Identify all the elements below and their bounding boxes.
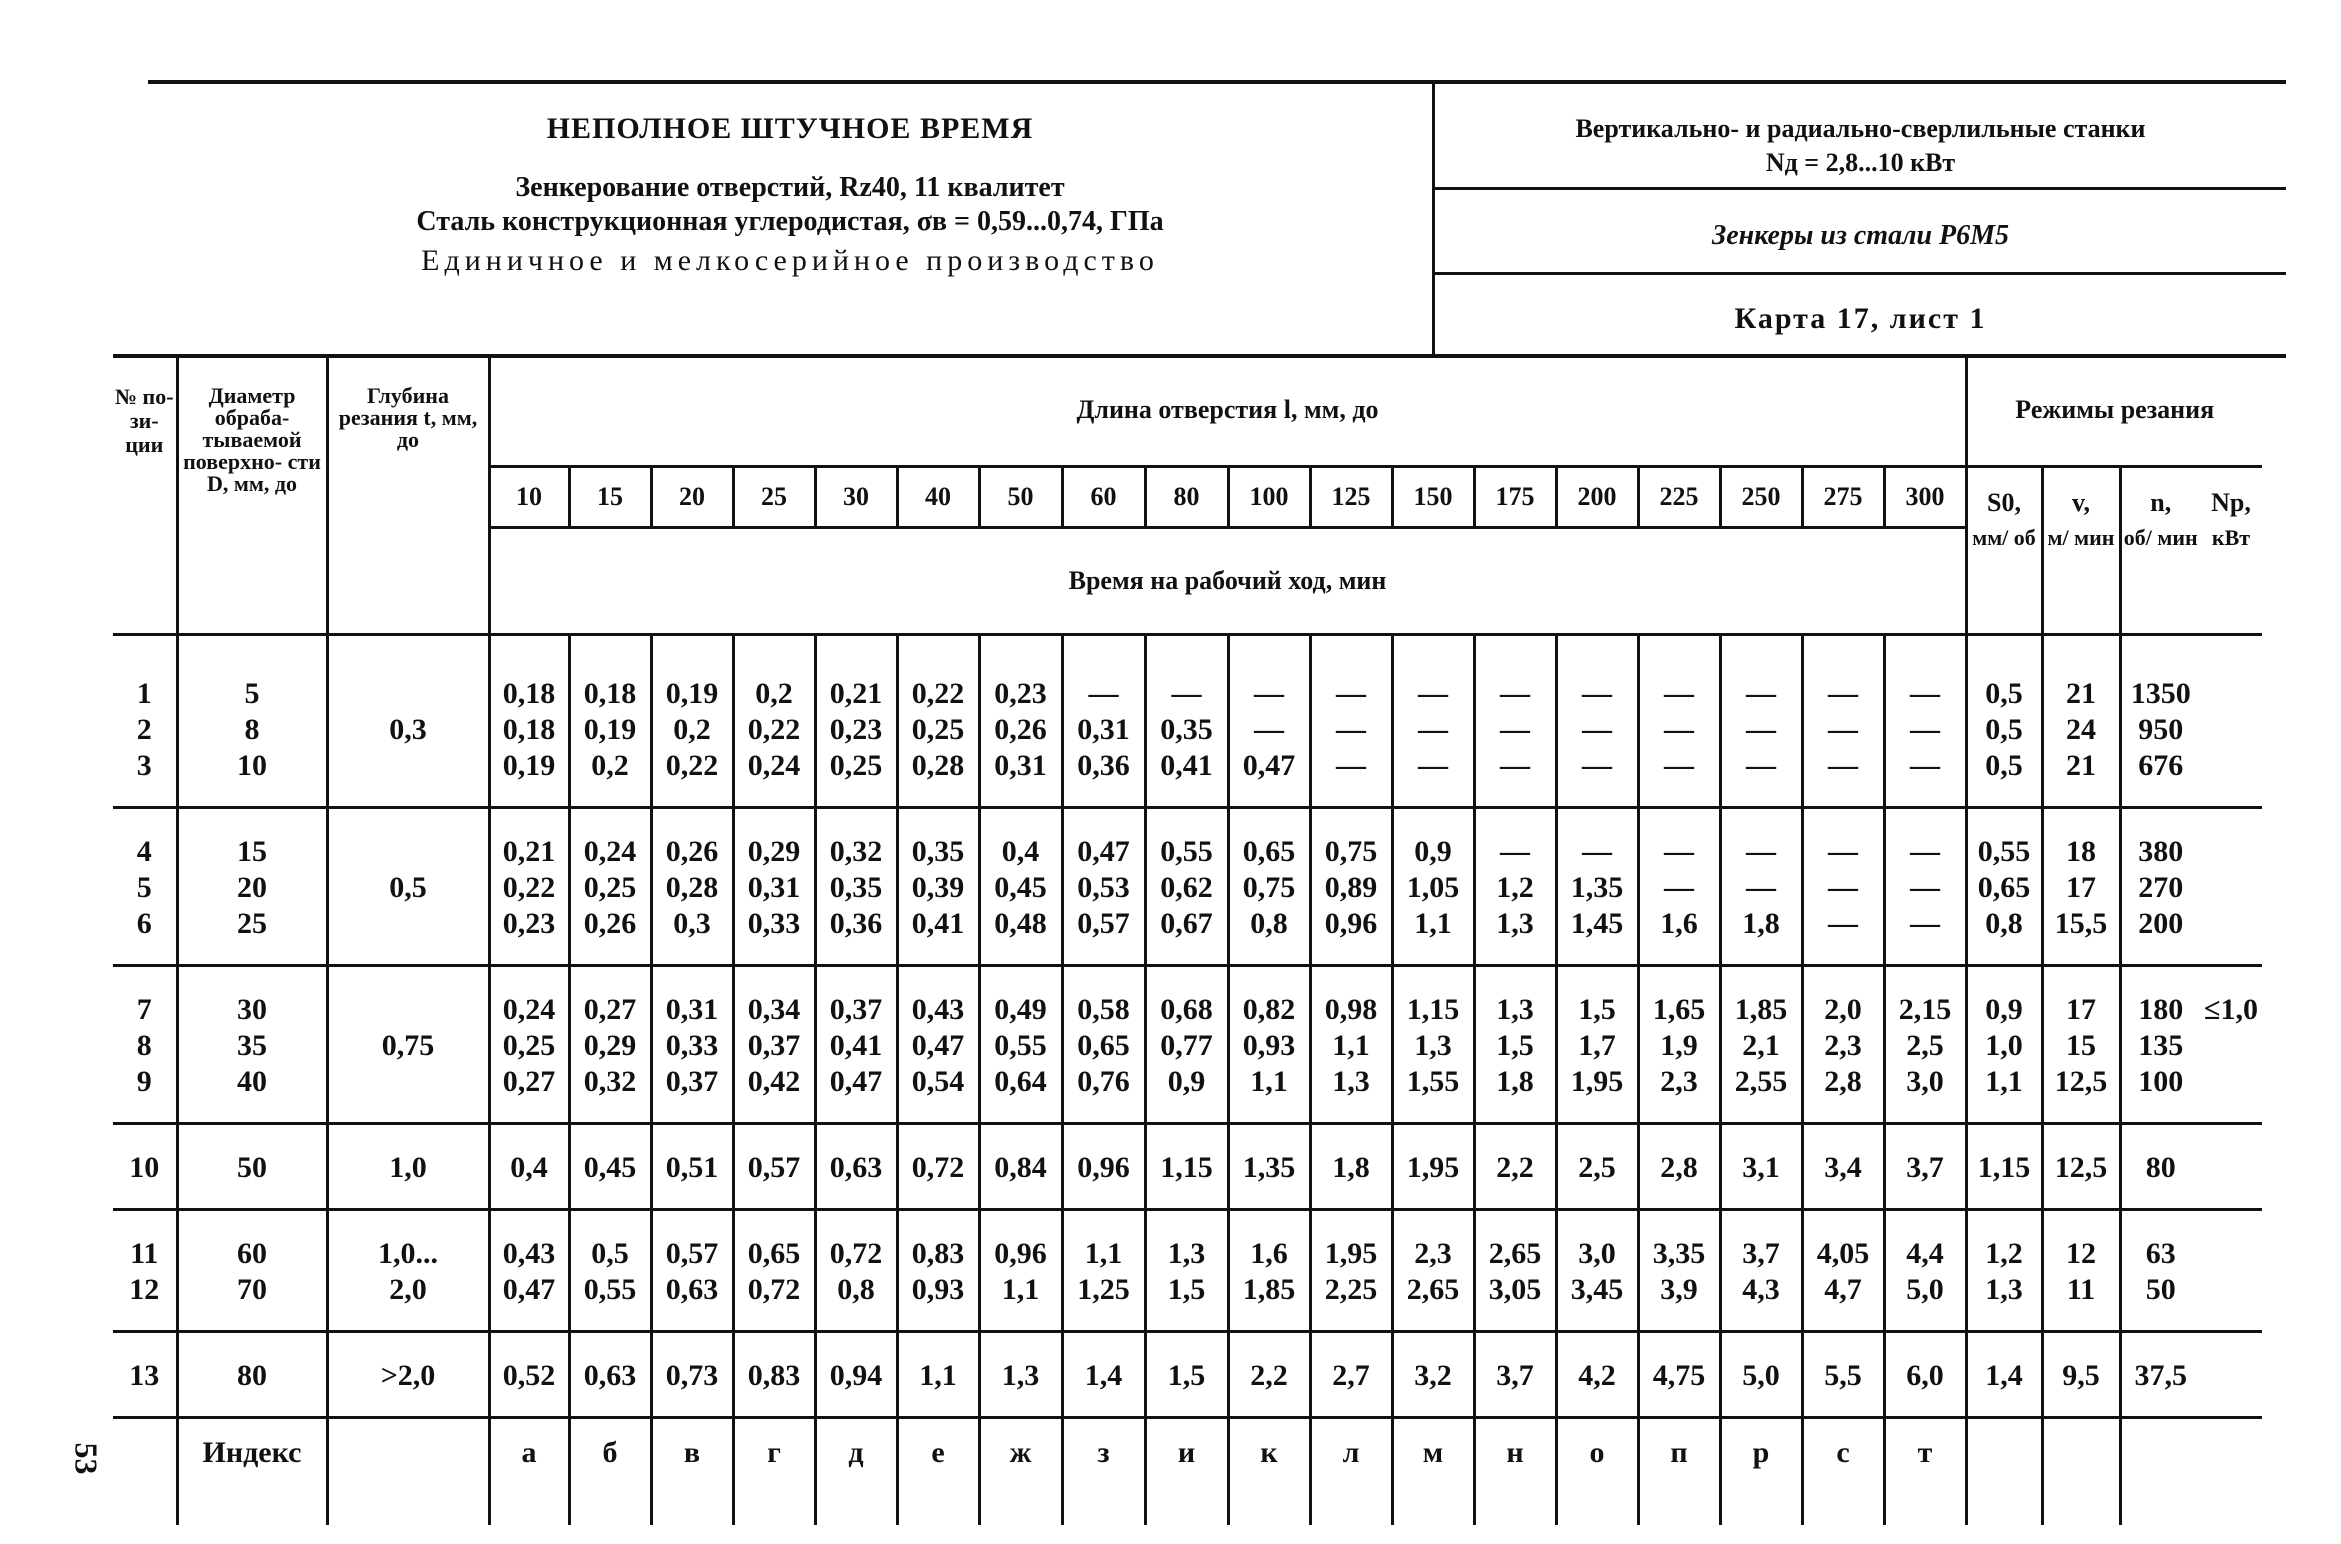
time-cell: 1,95 2,25 — [1310, 1210, 1392, 1332]
time-cell: 2,65 3,05 — [1474, 1210, 1556, 1332]
col-position-header: № по- зи- ции — [114, 384, 174, 457]
index-blank-3 — [1966, 1418, 2042, 1526]
time-cell: 0,47 0,53 0,57 — [1062, 808, 1145, 966]
length-col-25: 25 — [733, 467, 815, 528]
time-cell: 0,51 — [651, 1124, 733, 1210]
row-depth: 0,5 — [327, 808, 489, 966]
row-speed: 12,5 — [2042, 1124, 2120, 1210]
time-cell: 2,2 — [1228, 1332, 1310, 1418]
time-cell: 0,75 0,89 0,96 — [1310, 808, 1392, 966]
index-letter: р — [1720, 1418, 1802, 1526]
row-position: 11 12 — [113, 1210, 177, 1332]
time-cell: 0,94 — [815, 1332, 897, 1418]
time-cell: 0,83 — [733, 1332, 815, 1418]
table-row — [113, 1124, 2262, 1210]
row-rpm: 80 — [2120, 1124, 2200, 1210]
time-cell: 1,65 1,9 2,3 — [1638, 966, 1720, 1124]
time-cell: 0,4 — [489, 1124, 569, 1210]
time-cell: 2,5 — [1556, 1124, 1638, 1210]
time-cell: 0,43 0,47 0,54 — [897, 966, 979, 1124]
time-cell: — 1,2 1,3 — [1474, 808, 1556, 966]
time-cell: 0,43 0,47 — [489, 1210, 569, 1332]
time-cell: — 0,31 0,36 — [1062, 635, 1145, 808]
index-label: Индекс — [177, 1418, 327, 1526]
length-col-100: 100 — [1228, 467, 1310, 528]
length-col-10: 10 — [489, 467, 569, 528]
time-cell: 0,37 0,41 0,47 — [815, 966, 897, 1124]
index-letter: с — [1802, 1418, 1884, 1526]
time-cell: 0,45 — [569, 1124, 651, 1210]
time-header: Время на рабочий ход, мин — [489, 528, 1966, 635]
time-cell: 0,35 0,39 0,41 — [897, 808, 979, 966]
length-col-40: 40 — [897, 467, 979, 528]
time-cell: 0,58 0,65 0,76 — [1062, 966, 1145, 1124]
time-cell: 1,35 — [1228, 1124, 1310, 1210]
index-blank-5 — [2120, 1418, 2200, 1526]
time-cell: 2,2 — [1474, 1124, 1556, 1210]
time-cell: 2,8 — [1638, 1124, 1720, 1210]
time-cell: 0,24 0,25 0,26 — [569, 808, 651, 966]
time-cell: — — — — [1638, 635, 1720, 808]
length-col-200: 200 — [1556, 467, 1638, 528]
time-cell: 3,35 3,9 — [1638, 1210, 1720, 1332]
time-cell: 0,98 1,1 1,3 — [1310, 966, 1392, 1124]
time-cell: 4,4 5,0 — [1884, 1210, 1966, 1332]
time-cell: 3,4 — [1802, 1124, 1884, 1210]
row-power — [2200, 635, 2262, 808]
row-speed: 17 15 12,5 — [2042, 966, 2120, 1124]
col-diameter-header: Диаметр обраба- тываемой поверхно- сти D, мм, до — [177, 355, 327, 635]
row-feed: 1,2 1,3 — [1966, 1210, 2042, 1332]
modes-header: Режимы резания — [1966, 355, 2262, 467]
time-cell: — — — — [1556, 635, 1638, 808]
time-cell: 3,0 3,45 — [1556, 1210, 1638, 1332]
length-header: Длина отверстия l, мм, до — [489, 355, 1966, 467]
time-cell: — 1,35 1,45 — [1556, 808, 1638, 966]
row-rpm: 37,5 — [2120, 1332, 2200, 1418]
time-table — [113, 355, 2262, 1525]
time-cell: 0,24 0,25 0,27 — [489, 966, 569, 1124]
row-power: ≤1,0 — [2200, 966, 2262, 1124]
row-depth: 1,0 — [327, 1124, 489, 1210]
header-rule-right-2 — [1432, 272, 2286, 275]
time-cell: 1,3 1,5 1,8 — [1474, 966, 1556, 1124]
row-speed: 18 17 15,5 — [2042, 808, 2120, 966]
length-col-20: 20 — [651, 467, 733, 528]
time-cell: 1,3 1,5 — [1145, 1210, 1228, 1332]
time-cell: 0,52 — [489, 1332, 569, 1418]
time-cell: 0,32 0,35 0,36 — [815, 808, 897, 966]
table-row — [113, 966, 2262, 1124]
index-blank-4 — [2042, 1418, 2120, 1526]
index-letter: е — [897, 1418, 979, 1526]
length-col-175: 175 — [1474, 467, 1556, 528]
row-power — [2200, 1210, 2262, 1332]
index-letter: к — [1228, 1418, 1310, 1526]
table-row — [113, 1332, 2262, 1418]
time-cell: 0,55 0,62 0,67 — [1145, 808, 1228, 966]
time-cell: 1,85 2,1 2,55 — [1720, 966, 1802, 1124]
time-cell: 1,95 — [1392, 1124, 1474, 1210]
index-letter: л — [1310, 1418, 1392, 1526]
row-diameter: 15 20 25 — [177, 808, 327, 966]
time-cell: 0,63 — [569, 1332, 651, 1418]
time-cell: 0,31 0,33 0,37 — [651, 966, 733, 1124]
time-cell: 3,7 — [1474, 1332, 1556, 1418]
time-cell: 1,1 — [897, 1332, 979, 1418]
index-letter: о — [1556, 1418, 1638, 1526]
time-cell: 4,05 4,7 — [1802, 1210, 1884, 1332]
time-cell: 0,9 1,05 1,1 — [1392, 808, 1474, 966]
row-feed: 1,15 — [1966, 1124, 2042, 1210]
time-cell: 0,21 0,22 0,23 — [489, 808, 569, 966]
time-cell: 0,96 — [1062, 1124, 1145, 1210]
mode-col-3: Nр, кВт — [2200, 467, 2262, 635]
time-cell: — — 1,6 — [1638, 808, 1720, 966]
row-feed: 0,5 0,5 0,5 — [1966, 635, 2042, 808]
row-diameter: 60 70 — [177, 1210, 327, 1332]
row-diameter: 50 — [177, 1124, 327, 1210]
time-cell: 0,21 0,23 0,25 — [815, 635, 897, 808]
machine-power: Nд = 2,8...10 кВт — [1765, 148, 1956, 177]
time-cell: 0,96 1,1 — [979, 1210, 1062, 1332]
time-cell: 0,18 0,18 0,19 — [489, 635, 569, 808]
time-cell: — — — — [1884, 635, 1966, 808]
time-cell: 0,18 0,19 0,2 — [569, 635, 651, 808]
row-speed: 21 24 21 — [2042, 635, 2120, 808]
row-power — [2200, 808, 2262, 966]
time-cell: 2,15 2,5 3,0 — [1884, 966, 1966, 1124]
time-cell: 1,3 — [979, 1332, 1062, 1418]
time-cell: 1,15 1,3 1,55 — [1392, 966, 1474, 1124]
index-letter: ж — [979, 1418, 1062, 1526]
time-cell: 0,65 0,72 — [733, 1210, 815, 1332]
table-row — [113, 808, 2262, 966]
time-cell: 0,82 0,93 1,1 — [1228, 966, 1310, 1124]
time-cell: 0,26 0,28 0,3 — [651, 808, 733, 966]
header-line-3: Единичное и мелкосерийное производство — [421, 244, 1159, 277]
time-cell: 6,0 — [1884, 1332, 1966, 1418]
header-line-1: Зенкерование отверстий, Rz40, 11 квалитет — [515, 172, 1065, 203]
row-position: 1 2 3 — [113, 635, 177, 808]
row-speed: 12 11 — [2042, 1210, 2120, 1332]
time-cell: 3,7 — [1884, 1124, 1966, 1210]
time-cell: 0,73 — [651, 1332, 733, 1418]
row-rpm: 1350 950 676 — [2120, 635, 2200, 808]
index-letter: п — [1638, 1418, 1720, 1526]
time-cell: 3,1 — [1720, 1124, 1802, 1210]
row-speed: 9,5 — [2042, 1332, 2120, 1418]
time-cell: 0,27 0,29 0,32 — [569, 966, 651, 1124]
time-cell: — — — — [1802, 808, 1884, 966]
time-cell: 0,72 — [897, 1124, 979, 1210]
time-cell: 3,2 — [1392, 1332, 1474, 1418]
time-cell: 0,68 0,77 0,9 — [1145, 966, 1228, 1124]
row-rpm: 63 50 — [2120, 1210, 2200, 1332]
machine-type: Вертикально- и радиально-сверлильные станки — [1575, 114, 2146, 143]
time-cell: 1,6 1,85 — [1228, 1210, 1310, 1332]
row-diameter: 80 — [177, 1332, 327, 1418]
row-feed: 0,55 0,65 0,8 — [1966, 808, 2042, 966]
time-cell: 2,0 2,3 2,8 — [1802, 966, 1884, 1124]
time-cell: 0,49 0,55 0,64 — [979, 966, 1062, 1124]
row-power — [2200, 1332, 2262, 1418]
index-blank-6 — [2200, 1418, 2262, 1526]
time-cell: 0,19 0,2 0,22 — [651, 635, 733, 808]
time-cell: 0,65 0,75 0,8 — [1228, 808, 1310, 966]
mode-col-2: n, об/ мин — [2120, 467, 2200, 635]
time-cell: 4,75 — [1638, 1332, 1720, 1418]
index-blank — [113, 1418, 177, 1526]
row-rpm: 380 270 200 — [2120, 808, 2200, 966]
time-cell: 5,5 — [1802, 1332, 1884, 1418]
time-cell: 0,29 0,31 0,33 — [733, 808, 815, 966]
row-power — [2200, 1124, 2262, 1210]
time-cell: 0,72 0,8 — [815, 1210, 897, 1332]
time-cell: — — 0,47 — [1228, 635, 1310, 808]
row-feed: 1,4 — [1966, 1332, 2042, 1418]
row-depth: >2,0 — [327, 1332, 489, 1418]
row-position: 4 5 6 — [113, 808, 177, 966]
time-cell: — — — — [1884, 808, 1966, 966]
mode-col-0: S0, мм/ об — [1966, 467, 2042, 635]
time-cell: — — — — [1474, 635, 1556, 808]
index-letter: з — [1062, 1418, 1145, 1526]
time-cell: 5,0 — [1720, 1332, 1802, 1418]
index-letter: м — [1392, 1418, 1474, 1526]
mode-col-1: v, м/ мин — [2042, 467, 2120, 635]
time-cell: 0,84 — [979, 1124, 1062, 1210]
time-cell: 1,8 — [1310, 1124, 1392, 1210]
time-cell: — — — — [1720, 635, 1802, 808]
time-cell: 1,5 1,7 1,95 — [1556, 966, 1638, 1124]
length-col-15: 15 — [569, 467, 651, 528]
top-rule — [148, 80, 2286, 84]
time-cell: 0,5 0,55 — [569, 1210, 651, 1332]
table-top-rule — [113, 354, 2286, 358]
index-letter: д — [815, 1418, 897, 1526]
length-col-150: 150 — [1392, 467, 1474, 528]
tool-material: Зенкеры из стали Р6М5 — [1711, 220, 2010, 251]
time-cell: — — — — [1802, 635, 1884, 808]
card-number: Карта 17, лист 1 — [1734, 302, 1987, 335]
length-col-250: 250 — [1720, 467, 1802, 528]
length-col-60: 60 — [1062, 467, 1145, 528]
time-cell: 1,1 1,25 — [1062, 1210, 1145, 1332]
time-cell: 2,3 2,65 — [1392, 1210, 1474, 1332]
time-cell: 0,34 0,37 0,42 — [733, 966, 815, 1124]
header-line-2: Сталь конструкционная углеродистая, σв = 0,59...0,74, ГПа — [416, 206, 1164, 237]
time-cell: 0,57 0,63 — [651, 1210, 733, 1332]
time-cell: 0,22 0,25 0,28 — [897, 635, 979, 808]
length-col-125: 125 — [1310, 467, 1392, 528]
length-col-225: 225 — [1638, 467, 1720, 528]
row-depth: 0,3 — [327, 635, 489, 808]
time-cell: 0,83 0,93 — [897, 1210, 979, 1332]
index-letter: г — [733, 1418, 815, 1526]
row-position: 7 8 9 — [113, 966, 177, 1124]
index-letter: б — [569, 1418, 651, 1526]
index-letter: а — [489, 1418, 569, 1526]
row-diameter: 5 8 10 — [177, 635, 327, 808]
index-letter: т — [1884, 1418, 1966, 1526]
length-col-30: 30 — [815, 467, 897, 528]
page-number: 53 — [68, 1442, 105, 1475]
time-cell: 0,23 0,26 0,31 — [979, 635, 1062, 808]
time-cell: 0,57 — [733, 1124, 815, 1210]
row-depth: 0,75 — [327, 966, 489, 1124]
time-cell: — 0,35 0,41 — [1145, 635, 1228, 808]
index-letter: и — [1145, 1418, 1228, 1526]
time-cell: 0,2 0,22 0,24 — [733, 635, 815, 808]
row-position: 13 — [113, 1332, 177, 1418]
row-feed: 0,9 1,0 1,1 — [1966, 966, 2042, 1124]
index-letter: н — [1474, 1418, 1556, 1526]
length-col-300: 300 — [1884, 467, 1966, 528]
time-cell: 1,4 — [1062, 1332, 1145, 1418]
time-cell: — — — — [1310, 635, 1392, 808]
length-col-275: 275 — [1802, 467, 1884, 528]
time-cell: — — — — [1392, 635, 1474, 808]
length-col-80: 80 — [1145, 467, 1228, 528]
time-cell: 3,7 4,3 — [1720, 1210, 1802, 1332]
time-cell: 0,4 0,45 0,48 — [979, 808, 1062, 966]
table-row — [113, 1210, 2262, 1332]
index-blank-2 — [327, 1418, 489, 1526]
time-cell: 2,7 — [1310, 1332, 1392, 1418]
time-cell: 0,63 — [815, 1124, 897, 1210]
time-cell: 1,15 — [1145, 1124, 1228, 1210]
header-rule-right-1 — [1432, 187, 2286, 190]
row-rpm: 180 135 100 — [2120, 966, 2200, 1124]
time-cell: — — 1,8 — [1720, 808, 1802, 966]
row-diameter: 30 35 40 — [177, 966, 327, 1124]
row-depth: 1,0... 2,0 — [327, 1210, 489, 1332]
index-letter: в — [651, 1418, 733, 1526]
time-cell: 1,5 — [1145, 1332, 1228, 1418]
length-col-50: 50 — [979, 467, 1062, 528]
col-depth-header: Глубина резания t, мм, до — [327, 355, 489, 635]
time-cell: 4,2 — [1556, 1332, 1638, 1418]
page-title: НЕПОЛНОЕ ШТУЧНОЕ ВРЕМЯ — [546, 112, 1034, 145]
table-row — [113, 635, 2262, 808]
row-position: 10 — [113, 1124, 177, 1210]
